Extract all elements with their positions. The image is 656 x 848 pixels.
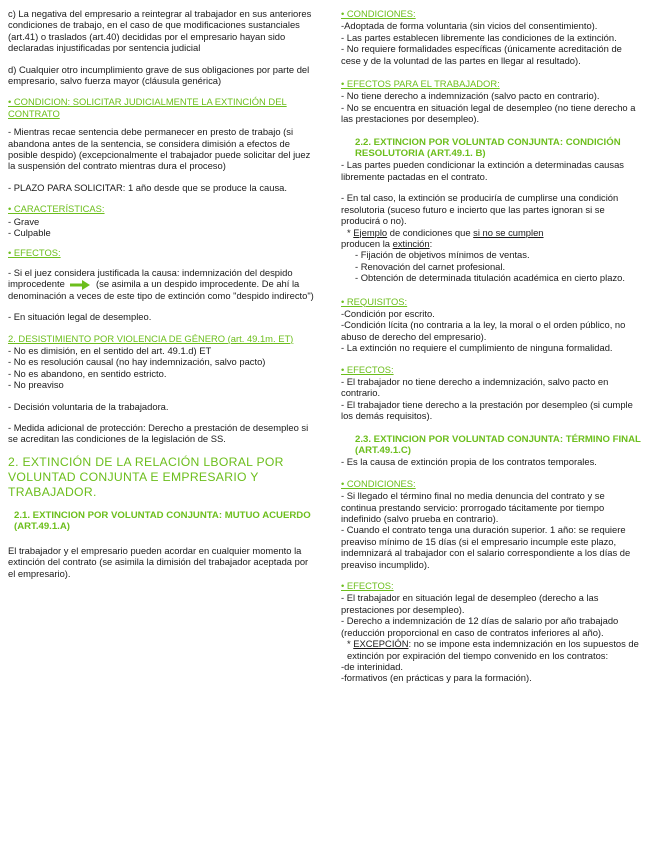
list-item: -Condición por escrito. [341,307,435,319]
list-item: - No es dimisión, en el sentido del art. 49.1.d) ET [8,345,212,357]
efectos-heading: • EFECTOS: [8,246,61,258]
list-item: -formativos (en prácticas y para la formación). [341,672,532,684]
left-column [8,8,316,579]
list-item: - El trabajador tiene derecho a la prestación por desempleo (si cumple los demás requisitos). [341,398,633,422]
desistimiento-heading: 2. DESISTIMIENTO POR VIOLENCIA DE GÉNERO (art. 49.1m. ET) [8,332,294,344]
subsection-2-2-heading: 2.2. EXTINCION POR VOLUNTAD CONJUNTA: CONDICIÓN RESOLUTORIA (ART.49.1. B) [355,136,621,160]
list-item: - Fijación de objetivos mínimos de ventas. [355,249,530,261]
list-item: - No preaviso [8,379,64,391]
efectos-2-2-heading: • EFECTOS: [341,363,394,375]
list-item: - No es abandono, en sentido estricto. [8,367,167,379]
ejemplo-label: Ejemplo [353,226,388,238]
list-item: - Obtención de determinada titulación académica en cierto plazo. [355,272,625,284]
excepcion-paragraph: * EXCEPCIÓN: no se impone esta indemnización en los supuestos de extinción por expiración del tiempo convenido en los contratos: [347,638,639,661]
paragraph-decision: - Decisión voluntaria de la trabajadora. [8,400,169,412]
paragraph-2-1: El trabajador y el empresario pueden acordar en cualquier momento la extinción del contrato (se asimila la dimisión del trabajador aceptada por el empresario). [8,544,309,579]
condiciones-heading: • CONDICIONES: [341,8,416,19]
paragraph-medida: - Medida adicional de protección: Derecho a prestación de desempleo si se acreditan las condiciones de la legislación de SS. [8,422,309,445]
list-item: - No requiere formalidades específicas (únicamente acreditación de cese y de la voluntad de las partes en llegar al resultado). [341,43,622,66]
list-item: - Derecho a indemnización de 12 días de salario por año trabajado (reducción proporcional en caso de contratos inferiores al año). [341,615,619,638]
list-item: -Condición lícita (no contraria a la ley, la moral o el orden público, no abuso de derecho del empresario). [341,319,626,342]
list-item: -de interinidad. [341,660,404,672]
paragraph-2-2b: - En tal caso, la extinción se produciría de cumplirse una condición resolutoria (suceso futuro e incierto que las partes ignoran si se producirá o no). [341,192,619,227]
paragraph-2-2: - Las partes pueden condicionar la extinción a determinadas causas libremente pactadas en el contrato. [341,159,624,182]
list-item: - La extinción no requiere el cumplimiento de ninguna formalidad. [341,342,613,354]
ejemplo-line-2: producen la extinción: [341,237,433,249]
list-item: - No es resolución causal (no hay indemnización, salvo pacto) [8,356,266,368]
list-item: - Culpable [8,227,51,239]
excepcion-label: EXCEPCIÓN [353,638,409,650]
efectos-paragraph-1 [8,267,316,301]
efectos-text-after: (se asimila a un despido improcedente. De ahí la denominación a veces de este tipo de extinción como "despido indirecto") [8,278,314,301]
section-2-heading: 2. EXTINCIÓN DE LA RELACIÓN LBORAL POR VOLUNTAD CONJUNTA E EMPRESARIO Y TRABAJADOR. [8,454,284,499]
list-item: - El trabajador no tiene derecho a indemnización, salvo pacto en contrario. [341,375,609,399]
condicion-heading: • CONDICION: SOLICITAR JUDICIALMENTE LA EXTINCIÓN DEL CONTRATO [8,96,287,119]
list-item: - No tiene derecho a indemnización (salvo pacto en contrario). [341,90,600,102]
green-arrow-icon [69,280,91,290]
paragraph-plazo: - PLAZO PARA SOLICITAR: 1 año desde que se produce la causa. [8,181,287,193]
efectos-trabajador-heading: • EFECTOS PARA EL TRABAJADOR: [341,78,500,90]
paragraph-2-3: - Es la causa de extinción propia de los contratos temporales. [341,456,597,468]
list-item: - Si llegado el término final no media denuncia del contrato y se continua prestando servicio: prorrogado tácitamente por tiempo indefinido (salvo prueba en contrario). [341,490,605,525]
requisitos-heading: • REQUISITOS: [341,295,408,307]
right-column [341,8,641,684]
list-item: -Adoptada de forma voluntaria (sin vicios del consentimiento). [341,20,598,32]
list-item: - Renovación del carnet profesional. [355,260,506,272]
list-item: - No se encuentra en situación legal de desempleo (no tiene derecho a las prestaciones por desempleo). [341,101,636,125]
list-item: - El trabajador en situación legal de desempleo (derecho a las prestaciones por desempleo). [341,592,599,615]
efectos-paragraph-2: - En situación legal de desempleo. [8,311,152,323]
paragraph-c: c) La negativa del empresario a reintegrar al trabajador en sus anteriores condiciones de trabajo, en el caso de que modificaciones sustanciales (art.41) o traslados (art.40) decididas por el empresario hayan sido declaradas injustificadas por sentencia judicial [8,8,312,54]
subsection-2-3-heading: 2.3. EXTINCION POR VOLUNTAD CONJUNTA: TÉRMINO FINAL (ART.49.1.C) [355,433,641,456]
paragraph-d: d) Cualquier otro incumplimiento grave de sus obligaciones por parte del empresario, salvo fuerza mayor (cláusula genérica) [8,63,310,87]
paragraph-mientras: - Mientras recae sentencia debe permanecer en presto de trabajo (si abandona antes de la sentencia, se considera dimisión a efectos de posible despido) (excepcionalmente el trabajador puede solicitar del juez la suspensión del contrato mientras dura el proceso) [8,126,311,172]
list-item: - Cuando el contrato tenga una duración superior. 1 año: se requiere preaviso mínimo de 15 días (si el empresario incumple este plazo, indemnizará al trabajador con el salario correspondiente a los días de preaviso incumplido). [341,524,631,570]
ejemplo-extincion: extinción [392,237,430,249]
efectos-text-before: - Si el juez considera justificada la causa: indemnización del despido improcedente [8,266,293,290]
ejemplo-condition: si no se cumplen [473,226,544,238]
ejemplo-line: * Ejemplo de condiciones que si no se cumplen [347,226,544,238]
list-item: - Grave [8,215,40,227]
list-item: - Las partes establecen libremente las condiciones de la extinción. [341,31,617,43]
condiciones-2-3-heading: • CONDICIONES: [341,477,416,489]
efectos-2-3-heading: • EFECTOS: [341,580,394,592]
caracteristicas-heading: • CARACTERÍSTICAS: [8,203,105,215]
subsection-2-1-heading: 2.1. EXTINCION POR VOLUNTAD CONJUNTA: MUTUO ACUERDO (ART.49.1.A) [14,509,311,533]
